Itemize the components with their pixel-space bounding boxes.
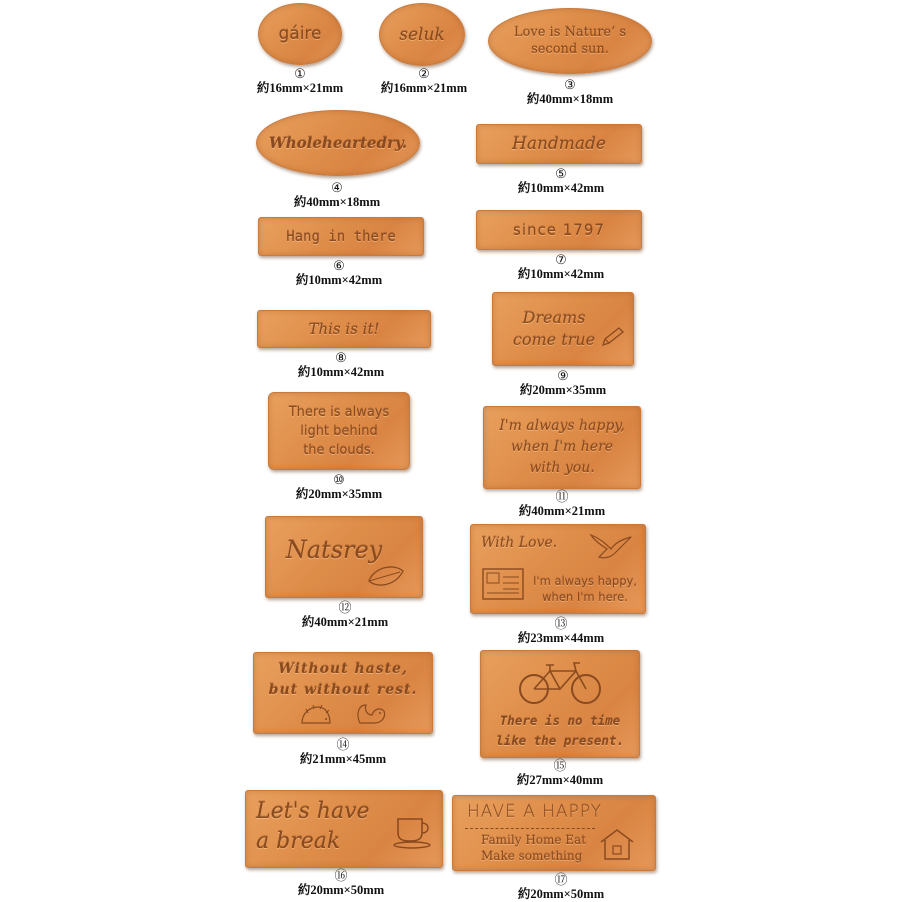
- tag-caption-6: [274, 258, 404, 288]
- dashed-divider: [465, 828, 595, 829]
- postcard-icon: [481, 567, 525, 601]
- tag-number: ⑧: [335, 350, 347, 365]
- tag-caption-13: [496, 616, 626, 646]
- squirrel-icon: [354, 699, 388, 727]
- tag-caption-14: [278, 737, 408, 767]
- tag-size: 約40mm×18mm: [526, 92, 614, 106]
- tag-number: ⑭: [336, 737, 350, 752]
- tag-number: ④: [331, 180, 343, 195]
- leaf-icon: [366, 561, 406, 591]
- tag-number: ②: [418, 66, 430, 81]
- leather-tag-3: [488, 8, 652, 74]
- house-icon: [597, 826, 637, 862]
- tag-number: ⑨: [557, 368, 569, 383]
- tag-number: ⑮: [553, 758, 567, 773]
- tag-caption-5: [496, 166, 626, 196]
- tag-caption-4: [272, 180, 402, 210]
- tag-caption-17: [496, 872, 626, 902]
- tag-caption-3: [505, 77, 635, 107]
- tag-caption-10: [274, 472, 404, 502]
- leather-tag-4: [256, 110, 420, 176]
- tag-size: 約10mm×42mm: [297, 365, 385, 379]
- tag-number: ⑰: [554, 872, 568, 887]
- tag-caption-8: [276, 350, 406, 380]
- leather-tag-9: [492, 292, 634, 366]
- tag-caption-16: [276, 868, 406, 898]
- tag-size: 約16mm×21mm: [256, 81, 344, 95]
- tag-caption-2: [362, 66, 486, 96]
- tag-caption-12: [280, 600, 410, 630]
- tag-subtext: Family Home Eat Make something: [481, 833, 587, 863]
- tag-text: Handmade: [512, 134, 606, 154]
- leather-tag-13: [470, 524, 646, 614]
- bicycle-icon: [516, 657, 606, 707]
- tag-caption-15: [495, 758, 625, 788]
- tag-text: seluk: [399, 24, 445, 45]
- tag-text: Hang in there: [286, 228, 396, 245]
- tag-size: 約40mm×18mm: [293, 195, 381, 209]
- tag-number: ⑥: [333, 258, 345, 273]
- tag-size: 約20mm×50mm: [517, 887, 605, 901]
- leather-tag-5: [476, 124, 642, 164]
- tag-text: With Love.: [481, 535, 558, 551]
- tag-number: ⑫: [338, 600, 352, 615]
- leather-tag-1: [258, 3, 342, 65]
- leather-tag-15: [480, 650, 640, 758]
- leather-tag-12: [265, 516, 423, 598]
- tag-size: 約10mm×42mm: [517, 267, 605, 281]
- tag-number: ③: [564, 77, 576, 92]
- tag-text: This is it!: [308, 320, 380, 338]
- leather-tag-11: [483, 406, 641, 489]
- tag-number: ⑬: [554, 616, 568, 631]
- leather-tag-8: [257, 310, 431, 348]
- swallow-icon: [589, 531, 633, 561]
- tag-size: 約23mm×44mm: [517, 631, 605, 645]
- tag-text: I'm always happy, when I'm here with you.: [499, 418, 625, 476]
- tag-text: since 1797: [513, 221, 605, 239]
- tag-size: 約10mm×42mm: [295, 273, 383, 287]
- tag-number: ①: [294, 66, 306, 81]
- hedgehog-icon: [298, 703, 334, 727]
- tag-number: ⑦: [555, 252, 567, 267]
- tag-text: Dreams come true: [512, 308, 596, 349]
- tag-size: 約40mm×21mm: [518, 504, 606, 518]
- leather-tag-2: [379, 3, 465, 66]
- tag-text: There is always light behind the clouds.: [288, 404, 390, 458]
- leather-tag-17: [452, 795, 656, 871]
- coffee-cup-icon: [392, 813, 436, 849]
- tag-number: ⑩: [333, 472, 345, 487]
- tag-number: ⑯: [334, 868, 348, 883]
- tag-size: 約21mm×45mm: [299, 752, 387, 766]
- tag-text: HAVE A HAPPY: [467, 802, 603, 822]
- tag-size: 約10mm×42mm: [517, 181, 605, 195]
- leather-tag-6: [258, 217, 424, 256]
- tag-text: Let's have a break: [256, 799, 370, 854]
- tag-caption-9: [498, 368, 628, 398]
- leather-tag-16: [245, 790, 443, 868]
- tag-number: ⑪: [555, 489, 569, 504]
- tag-text: There is no time like the present.: [496, 713, 624, 748]
- tag-text: Natsrey: [285, 536, 383, 564]
- tag-size: 約40mm×21mm: [301, 615, 389, 629]
- tag-text: Love is Nature’ s second sun.: [513, 25, 627, 57]
- tag-caption-11: [497, 489, 627, 519]
- tag-size: 約16mm×21mm: [380, 81, 468, 95]
- pencil-icon: [601, 325, 627, 347]
- tag-size: 約20mm×35mm: [519, 383, 607, 397]
- tag-size: 約27mm×40mm: [516, 773, 604, 787]
- tag-size: 約20mm×35mm: [295, 487, 383, 501]
- tag-caption-7: [496, 252, 626, 282]
- tag-text: gáire: [278, 24, 322, 44]
- leather-tag-7: [476, 210, 642, 250]
- tag-number: ⑤: [555, 166, 567, 181]
- leather-tag-10: [268, 392, 410, 470]
- tag-size: 約20mm×50mm: [297, 883, 385, 897]
- tag-subtext: I'm always happy, when I'm here.: [533, 574, 637, 604]
- tag-caption-1: [238, 66, 362, 96]
- tag-text: Without haste, but without rest.: [268, 661, 418, 698]
- tag-text: Wholeheartedry.: [268, 134, 408, 152]
- leather-tag-14: [253, 652, 433, 734]
